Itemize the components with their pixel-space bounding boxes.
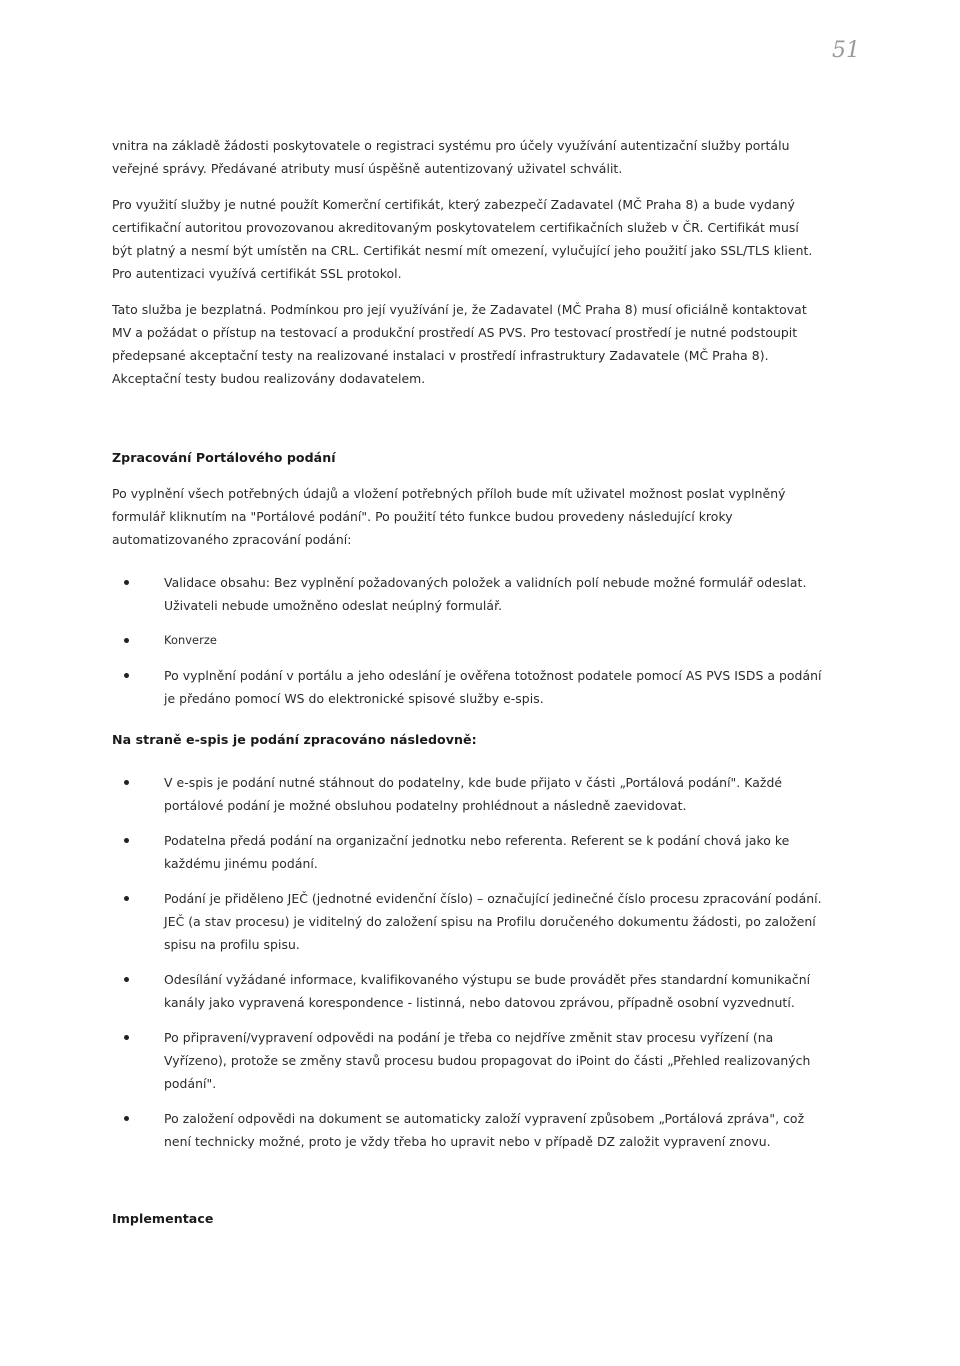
section-heading-portal-submission: Zpracování Portálového podání [112,450,336,465]
handwritten-page-number [816,36,876,72]
page-number-text: 51 [832,38,860,63]
section-heading-implementation: Implementace [112,1211,214,1226]
section1-list [112,571,822,710]
list-item: Po připravení/vypravení odpovědi na podání je třeba co nejdříve změnit stav procesu vyřízení (na Vyřízeno), protože se změny stavů procesu budou propagovat do iPoint do části „Přehled realizovaných podání". [112,1026,822,1095]
list-item: Odesílání vyžádané informace, kvalifikovaného výstupu se bude provádět přes standardní komunikační kanály jako vypravená korespondence - listinná, nebo datovou zprávou, případně osobní vyzvednutí. [112,968,822,1014]
list-item: Podání je přiděleno JEČ (jednotné evidenční číslo) – označující jedinečné číslo procesu zpracování podání. JEČ (a stav procesu) je viditelný do založení spisu na Profilu doručeného dokumentu žádosti, po založení spisu na profilu spisu. [112,887,822,956]
list-item: Validace obsahu: Bez vyplnění požadovaných položek a validních polí nebude možné formulář odeslat. Uživateli nebude umožněno odeslat neúplný formulář. [112,571,822,617]
section2-list [112,771,822,1153]
intro-paragraph-2: Pro využití služby je nutné použít Komerční certifikát, který zabezpečí Zadavatel (MČ Praha 8) a bude vydaný certifikační autoritou provozovanou akreditovaným poskytovatelem certifikačních služeb v ČR. Certifikát musí být platný a nesmí být umístěn na CRL. Certifikát nesmí mít omezení, vylučující jeho použití jako SSL/TLS klient. Pro autentizaci využívá certifikát SSL protokol. [112,197,813,281]
intro-paragraph-3: Tato služba je bezplatná. Podmínkou pro její využívání je, že Zadavatel (MČ Praha 8) musí oficiálně kontaktovat MV a požádat o přístup na testovací a produkční prostředí AS PVS. Pro testovací prostředí je nutné podstoupit předepsané akceptační testy na realizované instalaci v prostředí infrastruktury Zadavatele (MČ Praha 8). Akceptační testy budou realizovány dodavatelem. [112,302,807,386]
list-item: Konverze [112,629,822,652]
section1-paragraph: Po vyplnění všech potřebných údajů a vložení potřebných příloh bude mít uživatel možnost poslat vyplněný formulář kliknutím na "Portálové podání". Po použití této funkce budou provedeny následující kroky automatizovaného zpracování podání: [112,486,786,547]
section-heading-espis: Na straně e-spis je podání zpracováno následovně: [112,732,477,747]
list-item: Po založení odpovědi na dokument se automaticky založí vypravení způsobem „Portálová zpráva", což není technicky možné, proto je vždy třeba ho upravit nebo v případě DZ založit vypravení znovu. [112,1107,822,1153]
list-item: Po vyplnění podání v portálu a jeho odeslání je ověřena totožnost podatele pomocí AS PVS ISDS a podání je předáno pomocí WS do elektronické spisové služby e-spis. [112,664,822,710]
list-item: Podatelna předá podání na organizační jednotku nebo referenta. Referent se k podání chová jako ke každému jinému podání. [112,829,822,875]
list-item: V e-spis je podání nutné stáhnout do podatelny, kde bude přijato v části „Portálová podání". Každé portálové podání je možné obsluhou podatelny prohlédnout a následně zaevidovat. [112,771,822,817]
document-body [112,134,822,1230]
intro-paragraph-1: vnitra na základě žádosti poskytovatele o registraci systému pro účely využívání autentizační služby portálu veřejné správy. Předávané atributy musí úspěšně autentizovaný uživatel schválit. [112,138,790,176]
